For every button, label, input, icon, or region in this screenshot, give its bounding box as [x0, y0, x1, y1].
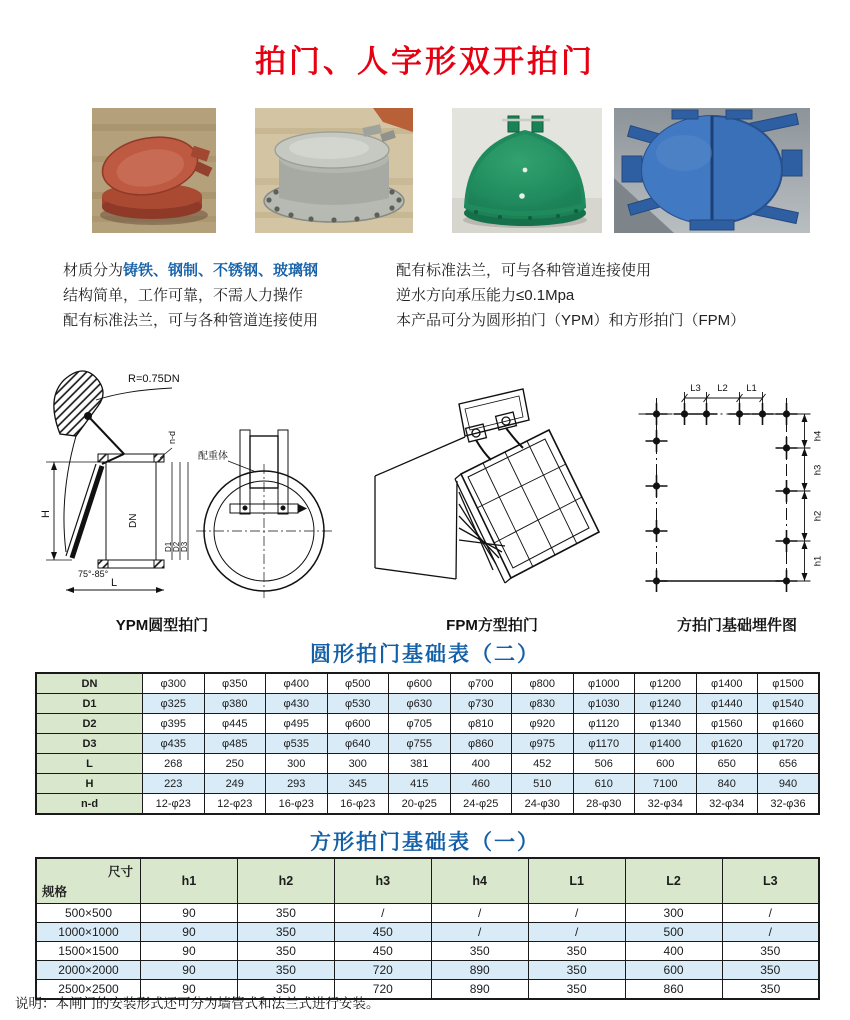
- table-row: [36, 904, 819, 923]
- table-cell: φ860: [450, 734, 512, 754]
- table-cell: 12-φ23: [204, 794, 266, 815]
- table-cell: φ380: [204, 694, 266, 714]
- square-flap-table: [35, 857, 820, 1000]
- table-cell: 350: [237, 923, 334, 942]
- drawing-ypm-round-valve: [32, 346, 332, 606]
- table-cell: φ300: [143, 673, 205, 694]
- table-cell: 350: [237, 942, 334, 961]
- table-cell: 90: [141, 980, 238, 1000]
- table-row: [36, 942, 819, 961]
- d3-label: D3: [180, 541, 189, 552]
- page-title: 拍门、人字形双开拍门: [255, 44, 595, 79]
- photo-round-flap-valve-red: [92, 108, 216, 233]
- table-cell: 656: [758, 754, 820, 774]
- table-cell: 500: [625, 923, 722, 942]
- column-header: L2: [625, 858, 722, 904]
- dn-label: DN: [128, 513, 139, 528]
- table-cell: 345: [327, 774, 389, 794]
- table-cell: φ700: [450, 673, 512, 694]
- table-cell: 249: [204, 774, 266, 794]
- table-cell: /: [528, 923, 625, 942]
- table-cell: /: [334, 904, 431, 923]
- table-cell: /: [431, 923, 528, 942]
- red-valve-illustration: [92, 108, 216, 233]
- table-cell: 32-φ36: [758, 794, 820, 815]
- table-cell: 510: [512, 774, 574, 794]
- row-label: 2500×2500: [36, 980, 141, 1000]
- table-cell: 28-φ30: [573, 794, 635, 815]
- table-cell: 506: [573, 754, 635, 774]
- table-cell: φ755: [389, 734, 451, 754]
- table-cell: φ1560: [696, 714, 758, 734]
- table-cell: φ485: [204, 734, 266, 754]
- table-cell: 24-φ25: [450, 794, 512, 815]
- length-label: L: [111, 577, 118, 589]
- table-cell: 32-φ34: [696, 794, 758, 815]
- table-cell: 350: [528, 942, 625, 961]
- feature-highlight: 铸铁、钢制、不锈钢、玻璃钢: [123, 262, 319, 279]
- height-label: H: [40, 510, 52, 518]
- feature-line: 本产品可分为圆形拍门（YPM）和方形拍门（FPM）: [396, 312, 746, 329]
- table-cell: 90: [141, 942, 238, 961]
- table-row: [36, 734, 819, 754]
- round-flap-table: [35, 672, 820, 815]
- table-cell: 16-φ23: [266, 794, 328, 815]
- row-label: n-d: [36, 794, 143, 815]
- table-cell: /: [431, 904, 528, 923]
- row-label: DN: [36, 673, 143, 694]
- table-cell: 400: [625, 942, 722, 961]
- table-cell: 720: [334, 980, 431, 1000]
- angle-label: 75°-85°: [78, 569, 109, 579]
- table-cell: φ435: [143, 734, 205, 754]
- d1-label: D1: [164, 541, 173, 552]
- table-cell: φ530: [327, 694, 389, 714]
- table-cell: 350: [237, 980, 334, 1000]
- table-cell: 890: [431, 980, 528, 1000]
- row-label: 1500×1500: [36, 942, 141, 961]
- table-cell: φ1120: [573, 714, 635, 734]
- feature-line: 逆水方向承压能力≤0.1Mpa: [396, 287, 575, 304]
- dim-h4-label: h4: [812, 430, 824, 442]
- table-row: [36, 694, 819, 714]
- table-cell: φ1440: [696, 694, 758, 714]
- caption-ypm: YPM圆型拍门: [115, 617, 209, 634]
- table-cell: 300: [327, 754, 389, 774]
- row-label: D1: [36, 694, 143, 714]
- nd-label: n-d: [167, 430, 177, 444]
- table-cell: 450: [334, 942, 431, 961]
- table-cell: φ1030: [573, 694, 635, 714]
- dim-h1-label: h1: [812, 555, 824, 567]
- table-cell: φ445: [204, 714, 266, 734]
- table-cell: φ535: [266, 734, 328, 754]
- column-header: h1: [141, 858, 238, 904]
- table-row: [36, 774, 819, 794]
- table-cell: 293: [266, 774, 328, 794]
- row-label: L: [36, 754, 143, 774]
- column-header: h2: [237, 858, 334, 904]
- table-cell: φ1660: [758, 714, 820, 734]
- table-cell: 840: [696, 774, 758, 794]
- row-label: D3: [36, 734, 143, 754]
- table-cell: 300: [266, 754, 328, 774]
- feature-line: 配有标准法兰，可与各种管道连接使用: [63, 312, 319, 329]
- table-cell: 381: [389, 754, 451, 774]
- table-cell: 350: [722, 961, 819, 980]
- table-cell: 610: [573, 774, 635, 794]
- table-cell: φ1500: [758, 673, 820, 694]
- table-cell: 90: [141, 923, 238, 942]
- row-label: H: [36, 774, 143, 794]
- table-cell: 650: [696, 754, 758, 774]
- table-row: [36, 794, 819, 815]
- table-cell: /: [722, 923, 819, 942]
- table-cell: 300: [625, 904, 722, 923]
- corner-header-cell: [36, 858, 141, 904]
- feature-list-left: [63, 258, 318, 333]
- table-cell: φ800: [512, 673, 574, 694]
- table-cell: φ1000: [573, 673, 635, 694]
- feature-list-right: [396, 258, 745, 333]
- table-cell: /: [528, 904, 625, 923]
- table-cell: 24-φ30: [512, 794, 574, 815]
- table-cell: φ1200: [635, 673, 697, 694]
- feature-line: 配有标准法兰，可与各种管道连接使用: [396, 262, 652, 279]
- table-cell: 600: [635, 754, 697, 774]
- table-cell: φ600: [389, 673, 451, 694]
- table-cell: φ975: [512, 734, 574, 754]
- table-cell: φ400: [266, 673, 328, 694]
- feature-line: 结构简单，工作可靠，不需人力操作: [63, 287, 304, 304]
- radius-label: R=0.75DN: [128, 373, 180, 385]
- ypm-drawing: [32, 346, 332, 606]
- corner-label-size: 尺寸: [107, 865, 133, 879]
- photo-double-leaf-flap-valve-blue: [614, 108, 810, 233]
- table-cell: 250: [204, 754, 266, 774]
- table-cell: 12-φ23: [143, 794, 205, 815]
- column-header: L3: [722, 858, 819, 904]
- table-row: [36, 961, 819, 980]
- table-row: [36, 714, 819, 734]
- blue-valve-illustration: [614, 108, 810, 233]
- table-cell: φ500: [327, 673, 389, 694]
- table-cell: φ1170: [573, 734, 635, 754]
- table-cell: /: [722, 904, 819, 923]
- table-row: [36, 673, 819, 694]
- table-cell: 860: [625, 980, 722, 1000]
- dim-l3-label: L3: [690, 383, 701, 394]
- table-cell: φ1340: [635, 714, 697, 734]
- row-label: D2: [36, 714, 143, 734]
- table-cell: φ920: [512, 714, 574, 734]
- table-cell: 452: [512, 754, 574, 774]
- dim-h2-label: h2: [812, 510, 824, 522]
- counterweight-label: 配重体: [198, 451, 228, 462]
- table-cell: 90: [141, 904, 238, 923]
- table-cell: φ1720: [758, 734, 820, 754]
- table-cell: φ640: [327, 734, 389, 754]
- dim-l2-label: L2: [717, 383, 728, 394]
- table-cell: φ705: [389, 714, 451, 734]
- dim-h3-label: h3: [812, 464, 824, 476]
- square-table-title: 方形拍门基础表（一）: [310, 831, 540, 854]
- table-cell: 223: [143, 774, 205, 794]
- table-cell: φ1240: [635, 694, 697, 714]
- caption-embedment: 方拍门基础埋件图: [676, 617, 797, 634]
- table-cell: 600: [625, 961, 722, 980]
- table-cell: φ600: [327, 714, 389, 734]
- table-cell: φ1400: [635, 734, 697, 754]
- table-cell: φ810: [450, 714, 512, 734]
- table-cell: 890: [431, 961, 528, 980]
- table-cell: 350: [237, 904, 334, 923]
- fpm-drawing: [372, 382, 604, 604]
- table-cell: φ350: [204, 673, 266, 694]
- table-cell: φ630: [389, 694, 451, 714]
- column-header: L1: [528, 858, 625, 904]
- table-row: [36, 754, 819, 774]
- column-header: h4: [431, 858, 528, 904]
- table-cell: 460: [450, 774, 512, 794]
- green-valve-illustration: [452, 108, 602, 233]
- column-header: h3: [334, 858, 431, 904]
- table-cell: 90: [141, 961, 238, 980]
- photo-round-flap-valve-grey: [255, 108, 413, 233]
- table-cell: 32-φ34: [635, 794, 697, 815]
- table-cell: 350: [528, 961, 625, 980]
- table-cell: 350: [528, 980, 625, 1000]
- table-cell: 350: [237, 961, 334, 980]
- table-cell: 350: [722, 980, 819, 1000]
- embedment-drawing: [626, 336, 832, 606]
- grey-valve-illustration: [255, 108, 413, 233]
- table-cell: φ430: [266, 694, 328, 714]
- square-table-header-row: [36, 858, 819, 904]
- table-cell: 415: [389, 774, 451, 794]
- feature-line: 材质分为铸铁、钢制、不锈钢、玻璃钢: [63, 262, 319, 279]
- drawing-foundation-embedment: [626, 336, 832, 606]
- table-cell: φ1400: [696, 673, 758, 694]
- install-note: 说明：本闸门的安装形式还可分为墙管式和法兰式进行安装。: [15, 996, 380, 1011]
- corner-label-spec: 规格: [42, 885, 68, 899]
- table-cell: 16-φ23: [327, 794, 389, 815]
- row-label: 2000×2000: [36, 961, 141, 980]
- drawing-fpm-square-valve: [372, 382, 604, 604]
- table-cell: 400: [450, 754, 512, 774]
- table-cell: φ830: [512, 694, 574, 714]
- table-cell: φ1620: [696, 734, 758, 754]
- table-cell: φ730: [450, 694, 512, 714]
- table-cell: φ1540: [758, 694, 820, 714]
- table-cell: 720: [334, 961, 431, 980]
- table-cell: 7100: [635, 774, 697, 794]
- row-label: 500×500: [36, 904, 141, 923]
- table-cell: 350: [722, 942, 819, 961]
- table-cell: φ395: [143, 714, 205, 734]
- round-table-title: 圆形拍门基础表（二）: [310, 643, 540, 666]
- photo-round-flap-valve-green: [452, 108, 602, 233]
- row-label: 1000×1000: [36, 923, 141, 942]
- table-cell: 20-φ25: [389, 794, 451, 815]
- table-cell: φ325: [143, 694, 205, 714]
- caption-fpm: FPM方型拍门: [446, 617, 538, 634]
- table-cell: 268: [143, 754, 205, 774]
- dim-l1-label: L1: [746, 383, 757, 394]
- table-cell: 940: [758, 774, 820, 794]
- table-cell: 450: [334, 923, 431, 942]
- table-row: [36, 923, 819, 942]
- d2-label: D2: [172, 541, 181, 552]
- table-cell: 350: [431, 942, 528, 961]
- table-cell: φ495: [266, 714, 328, 734]
